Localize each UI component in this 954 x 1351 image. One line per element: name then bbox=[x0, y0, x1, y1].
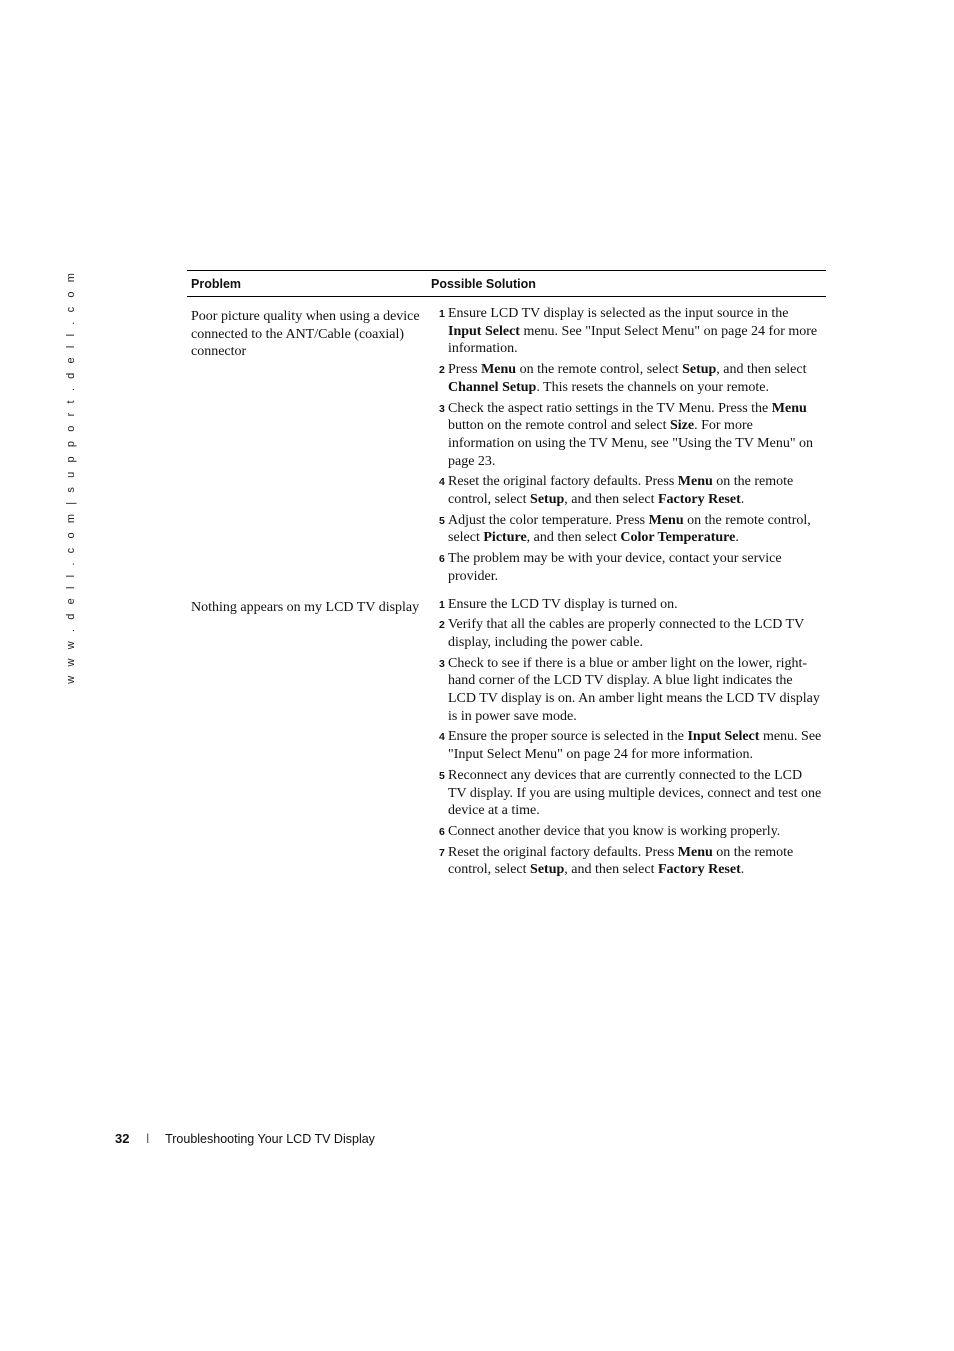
solution-step bbox=[431, 823, 822, 841]
step-text: Press Menu on the remote control, select Setup, and then select Channel Setup. This resets the channels on your remote. bbox=[448, 362, 807, 395]
step-text: Reconnect any devices that are currently connected to the LCD TV display. If you are using multiple devices, connect and test one device at a time. bbox=[448, 767, 822, 819]
step-text: Check to see if there is a blue or amber light on the lower, right-hand corner of the LCD TV display. A blue light indicates the LCD TV display is on. An amber light means the LCD TV display is in power save mode. bbox=[448, 655, 820, 724]
solution-step bbox=[431, 550, 822, 585]
step-text: Ensure the LCD TV display is turned on. bbox=[448, 596, 678, 612]
step-number: 3 bbox=[439, 402, 445, 415]
step-text: Reset the original factory defaults. Press Menu on the remote control, select Setup, and then select Factory Reset. bbox=[448, 844, 794, 878]
solution-cell bbox=[431, 305, 826, 589]
step-number: 5 bbox=[439, 769, 445, 782]
solution-step bbox=[431, 305, 822, 358]
sidebar-url: w w w . d e l l . c o m | s u p p o r t . d e l l . c o m bbox=[65, 270, 77, 684]
step-number: 1 bbox=[439, 598, 445, 611]
step-number: 7 bbox=[439, 846, 445, 859]
step-text: Ensure the proper source is selected in the Input Select menu. See "Input Select Menu" on page 24 for more information. bbox=[448, 729, 822, 763]
table-row bbox=[187, 297, 826, 589]
step-number: 1 bbox=[439, 308, 445, 320]
solution-step bbox=[431, 596, 822, 614]
solution-step bbox=[431, 844, 822, 879]
step-number: 3 bbox=[439, 657, 445, 670]
troubleshooting-table bbox=[187, 270, 826, 882]
solution-step bbox=[431, 728, 822, 763]
header-solution: Possible Solution bbox=[431, 276, 536, 291]
problem-cell: Poor picture quality when using a device connected to the ANT/Cable (coaxial) connector bbox=[191, 309, 420, 359]
step-text: Ensure LCD TV display is selected as the input source in the Input Select menu. See "Input Select Menu" on page 24 for more information. bbox=[448, 306, 818, 357]
step-text: Reset the original factory defaults. Press Menu on the remote control, select Setup, and then select Factory Reset. bbox=[448, 474, 794, 508]
page-number: 32 bbox=[115, 1131, 130, 1146]
step-number: 4 bbox=[439, 476, 445, 489]
step-text: The problem may be with your device, contact your service provider. bbox=[448, 551, 782, 584]
header-problem: Problem bbox=[191, 276, 242, 291]
step-number: 2 bbox=[439, 364, 445, 377]
solution-step bbox=[431, 473, 822, 508]
solution-step bbox=[431, 616, 822, 651]
table-header bbox=[187, 270, 826, 297]
problem-cell: Nothing appears on my LCD TV display bbox=[191, 599, 420, 615]
solution-step bbox=[431, 400, 822, 471]
chapter-title: Troubleshooting Your LCD TV Display bbox=[165, 1131, 375, 1146]
solution-step bbox=[431, 361, 822, 396]
step-number: 2 bbox=[439, 619, 445, 632]
page-footer bbox=[115, 1131, 375, 1146]
step-text: Verify that all the cables are properly connected to the LCD TV display, including the power cable. bbox=[448, 617, 804, 650]
solution-step bbox=[431, 655, 822, 726]
step-text: Connect another device that you know is working properly. bbox=[448, 823, 781, 839]
solution-cell bbox=[431, 596, 826, 883]
step-text: Adjust the color temperature. Press Menu on the remote control, select Picture, and then select Color Temperature. bbox=[448, 512, 811, 546]
step-number: 6 bbox=[439, 825, 445, 838]
table-body bbox=[187, 297, 826, 882]
footer-separator: | bbox=[146, 1133, 150, 1144]
solution-step bbox=[431, 767, 822, 820]
table-row bbox=[187, 589, 826, 883]
solution-step bbox=[431, 512, 822, 547]
step-number: 5 bbox=[439, 514, 445, 527]
step-text: Check the aspect ratio settings in the TV Menu. Press the Menu button on the remote control and select Size. For more information on using the TV Menu, see "Using the TV Menu" on page 23. bbox=[448, 400, 814, 469]
step-number: 6 bbox=[439, 553, 445, 566]
step-number: 4 bbox=[439, 731, 445, 744]
